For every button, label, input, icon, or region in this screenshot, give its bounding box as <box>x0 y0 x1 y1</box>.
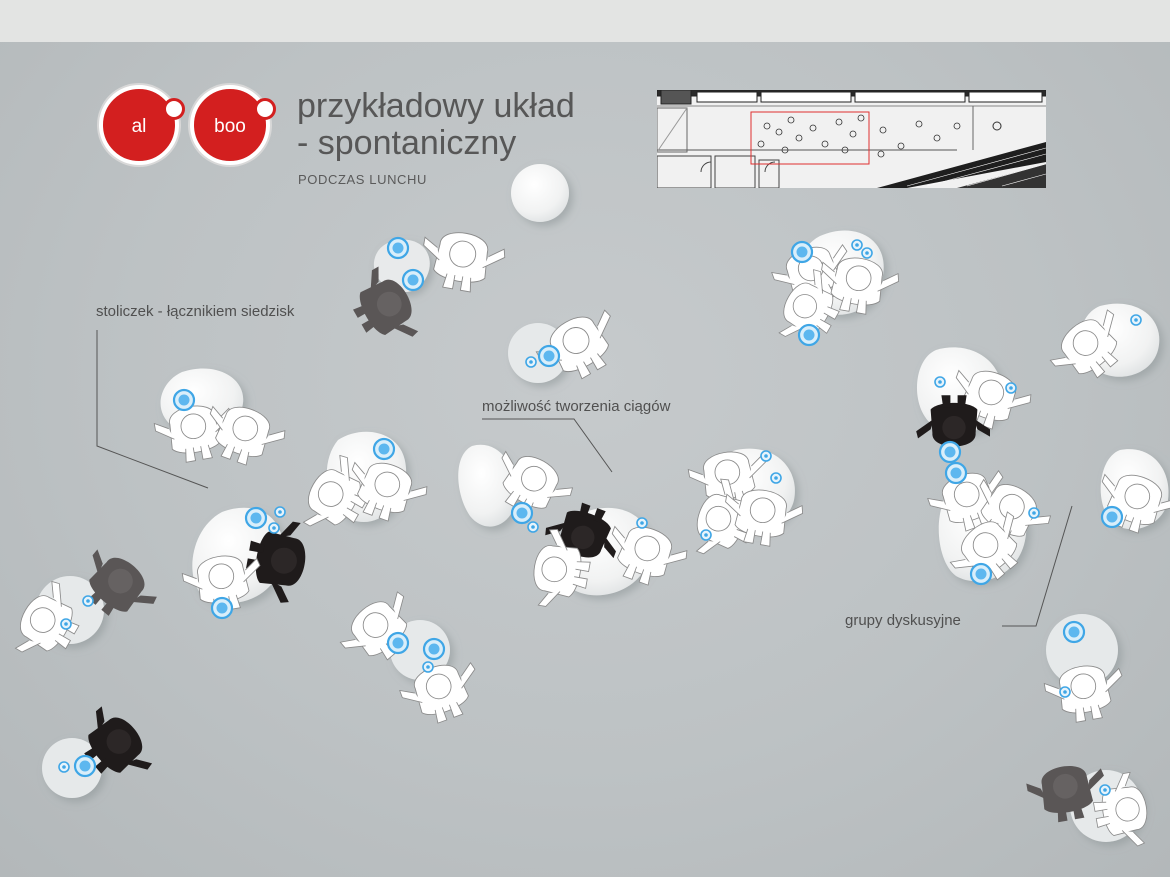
people <box>6 226 1170 852</box>
logo-text-al: al <box>131 116 147 137</box>
annotation-ciagi: możliwość tworzenia ciągów <box>482 398 671 415</box>
annotation-grupy: grupy dyskusyjne <box>845 612 961 629</box>
logo-circle-boo <box>190 85 270 165</box>
logo-text-boo: boo <box>214 116 246 137</box>
person-figure <box>417 226 508 296</box>
logo-circle-al <box>99 85 179 165</box>
floor-plan-drawing <box>657 90 1046 188</box>
page-title <box>297 88 657 162</box>
title-line-1: przykładowy układ <box>297 87 575 125</box>
floor-plan-thumbnail <box>657 90 1046 188</box>
annotation-stoliczek: stoliczek - łącznikiem siedzisk <box>96 303 295 320</box>
logo-dot <box>254 98 276 120</box>
page-subtitle: PODCZAS LUNCHU <box>298 172 428 187</box>
title-line-2: - spontaniczny <box>297 124 517 162</box>
small-table <box>511 164 569 222</box>
logo-dot <box>163 98 185 120</box>
